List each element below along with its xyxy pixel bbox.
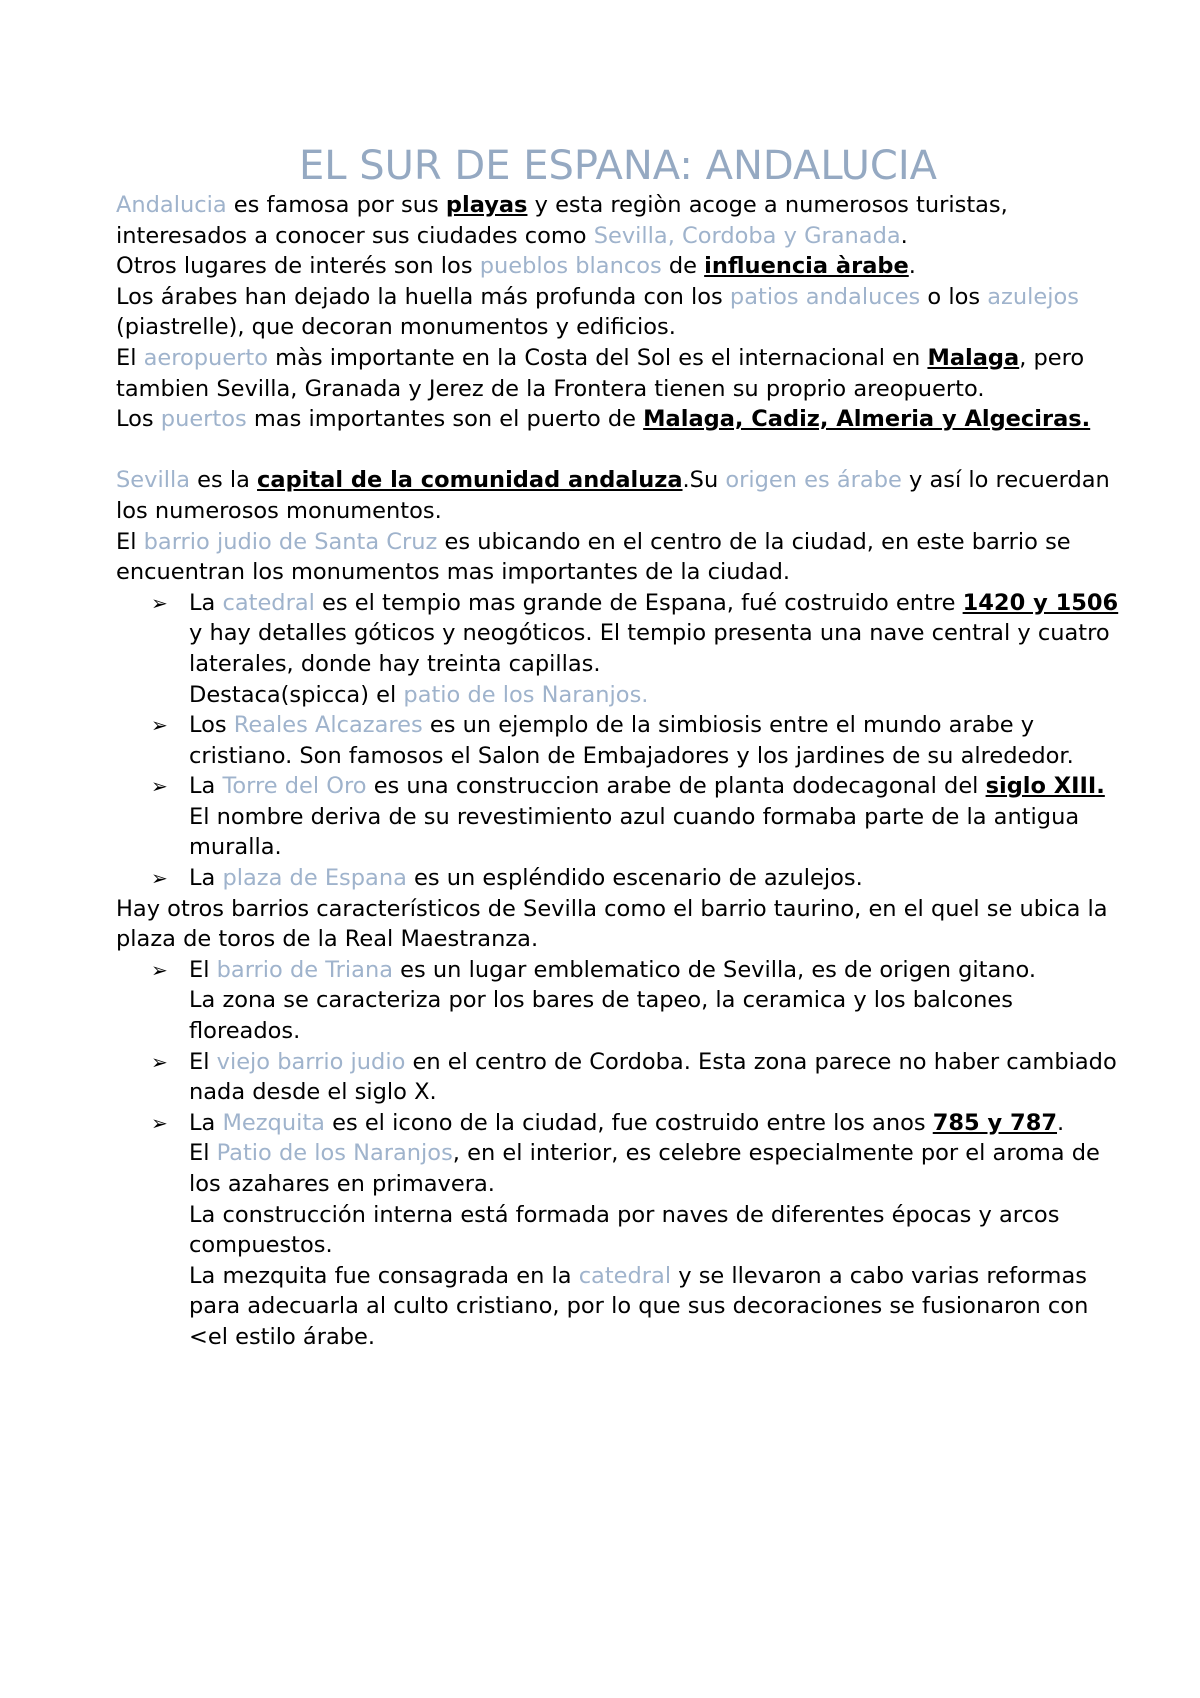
text-run: de [661, 253, 705, 280]
text-run: La [189, 589, 223, 616]
text-run: . [1057, 1109, 1065, 1136]
paragraph [116, 465, 1120, 526]
text-run: y esta regiòn acoge a numerosos turistas, interesados a conocer sus ciudades como [116, 192, 1008, 249]
text-run: . [908, 253, 916, 280]
text-run: El [189, 956, 217, 983]
text-run: es un ejemplo de la simbiosis entre el mundo arabe y cristiano. Son famosos el Salon de Embajadores y los jardines de su alrededor. [189, 712, 1074, 769]
highlighted-term: catedral [578, 1262, 672, 1289]
text-run: y hay detalles góticos y neogóticos. El tempio presenta una nave central y cuatro laterales, donde hay treinta capillas. [189, 620, 1110, 677]
paragraph [116, 282, 1120, 343]
paragraph [116, 343, 1120, 404]
text-run: El [189, 1048, 217, 1075]
paragraph [116, 251, 1120, 282]
emphasized-term: 785 y 787 [932, 1109, 1058, 1136]
paragraph [189, 1261, 1120, 1322]
highlighted-term: puertos [160, 406, 247, 433]
paragraph [189, 710, 1120, 771]
emphasized-term: Malaga [927, 344, 1020, 371]
emphasized-term: influencia àrabe [704, 253, 909, 280]
bullet-item [151, 955, 1120, 1047]
highlighted-term: pueblos blancos [479, 253, 662, 280]
highlighted-term: Patio de los Naranjos [216, 1140, 453, 1167]
highlighted-term: Reales Alcazares [233, 712, 423, 739]
arrow-bullet-icon: ➢ [151, 774, 168, 799]
arrow-bullet-icon: ➢ [151, 866, 168, 891]
paragraph [189, 802, 1120, 863]
paragraph [189, 985, 1120, 1046]
paragraph [116, 190, 1120, 251]
text-run: en el centro de Cordoba. Esta zona parece no haber cambiado nada desde el siglo X. [189, 1048, 1117, 1106]
text-run: es el icono de la ciudad, fue costruido entre los anos [324, 1109, 933, 1136]
arrow-bullet-icon: ➢ [151, 957, 168, 982]
paragraph [189, 771, 1120, 802]
bullet-item [151, 863, 1120, 894]
text-run: Los árabes han dejado la huella más profunda con los [116, 283, 730, 310]
highlighted-term: aeropuerto [143, 344, 269, 371]
text-run: Hay otros barrios característicos de Sevilla como el barrio taurino, en el quel se ubica la plaza de toros de la Real Maestranza. [116, 895, 1108, 953]
text-run: La [189, 1109, 223, 1136]
paragraph [189, 1108, 1120, 1139]
text-run: , en el interior, es celebre especialmente por el aroma de los azahares en primavera. [189, 1140, 1100, 1197]
highlighted-term: plaza de Espana [222, 865, 407, 892]
text-run: , pero tambien Sevilla, Granada y Jerez de la Frontera tienen su proprio areopuerto. [116, 344, 1085, 402]
intro-section [116, 190, 1120, 435]
monument-list-cordoba [116, 955, 1120, 1353]
highlighted-term: catedral [222, 589, 315, 616]
text-run: es ubicando en el centro de la ciudad, en este barrio se encuentran los monumentos mas importantes de la ciudad. [116, 528, 1071, 586]
document-title: EL SUR DE ESPANA: ANDALUCIA [298, 143, 937, 189]
sevilla-section [116, 465, 1120, 587]
text-run: La [189, 773, 223, 800]
text-run: El [189, 1140, 217, 1167]
paragraph [189, 863, 1120, 894]
emphasized-term: siglo XIII. [985, 773, 1105, 800]
highlighted-term: azulejos [987, 283, 1079, 310]
highlighted-term: barrio de Triana [216, 956, 394, 983]
highlighted-term: barrio judio de Santa Cruz [143, 528, 438, 555]
text-run: o los [920, 283, 988, 310]
emphasized-term: 1420 y 1506 [962, 589, 1119, 616]
monument-list-sevilla [116, 588, 1120, 894]
blank-line [116, 435, 1120, 466]
highlighted-term: patios andaluces [729, 283, 921, 310]
bullet-item [151, 588, 1120, 710]
highlighted-term: Sevilla, Cordoba y Granada [593, 222, 901, 249]
highlighted-term: Torre del Oro [222, 773, 367, 800]
text-run: Otros lugares de interés son los [116, 253, 480, 280]
text-run: es una construccion arabe de planta dodecagonal del [366, 773, 986, 800]
text-run: es un lugar emblematico de Sevilla, es de origen gitano. [393, 956, 1037, 983]
text-run: <el estilo árabe. [189, 1323, 376, 1350]
paragraph [116, 894, 1120, 955]
text-run: es el tempio mas grande de Espana, fué costruido entre [314, 589, 963, 616]
arrow-bullet-icon: ➢ [151, 713, 168, 738]
text-run: y se llevaron a cabo varias reformas para adecuarla al culto cristiano, por lo que sus decoraciones se fusionaron con [189, 1262, 1089, 1320]
text-run: es famosa por sus [226, 192, 446, 218]
arrow-bullet-icon: ➢ [151, 1049, 168, 1074]
paragraph [189, 588, 1120, 680]
text-run: . [900, 222, 908, 249]
bullet-item [151, 1047, 1120, 1108]
paragraph [189, 1138, 1120, 1199]
text-run: màs importante en la Costa del Sol es el internacional en [268, 344, 928, 371]
text-run: La [189, 865, 223, 892]
bullet-item [151, 710, 1120, 771]
text-run: Los [189, 712, 234, 739]
text-run: La construcción interna está formada por naves de diferentes épocas y arcos compuestos. [189, 1201, 1060, 1259]
text-run: El [116, 344, 144, 371]
document-body [116, 190, 1120, 1353]
text-run: mas importantes son el puerto de [246, 406, 644, 433]
text-run: (piastrelle), que decoran monumentos y edificios. [116, 314, 676, 341]
barrios-section [116, 894, 1120, 955]
text-run: y así lo recuerdan los numerosos monumentos. [116, 467, 1110, 524]
emphasized-term: playas [445, 192, 528, 218]
paragraph [189, 955, 1120, 986]
text-run: Destaca(spicca) el [189, 681, 404, 708]
highlighted-term: patio de los Naranjos. [403, 681, 649, 708]
arrow-bullet-icon: ➢ [151, 1110, 168, 1135]
text-run: La mezquita fue consagrada en la [189, 1262, 579, 1289]
paragraph [189, 1200, 1120, 1261]
highlighted-term: Mezquita [222, 1109, 325, 1136]
emphasized-term: capital de la comunidad andaluza [257, 467, 683, 494]
text-run: El nombre deriva de su revestimiento azul cuando formaba parte de la antigua muralla. [189, 803, 1080, 861]
paragraph [189, 680, 1120, 711]
text-run: es un espléndido escenario de azulejos. [406, 865, 863, 892]
paragraph [189, 1322, 1120, 1353]
text-run: es la [189, 467, 258, 494]
paragraph [116, 404, 1120, 435]
bullet-item [151, 1108, 1120, 1353]
highlighted-term: origen es árabe [725, 467, 902, 494]
text-run: Los [116, 406, 161, 433]
text-run: .Su [682, 467, 726, 494]
arrow-bullet-icon: ➢ [151, 590, 168, 615]
paragraph [189, 1047, 1120, 1108]
emphasized-term: Malaga, Cadiz, Almeria y Algeciras. [643, 406, 1091, 433]
text-run: El [116, 528, 144, 555]
highlighted-term: viejo barrio judio [216, 1048, 406, 1075]
text-run: La zona se caracteriza por los bares de tapeo, la ceramica y los balcones floreados. [189, 987, 1013, 1045]
bullet-item [151, 771, 1120, 863]
paragraph [116, 527, 1120, 588]
highlighted-term: Andalucia [116, 192, 227, 218]
highlighted-term: Sevilla [116, 467, 190, 494]
